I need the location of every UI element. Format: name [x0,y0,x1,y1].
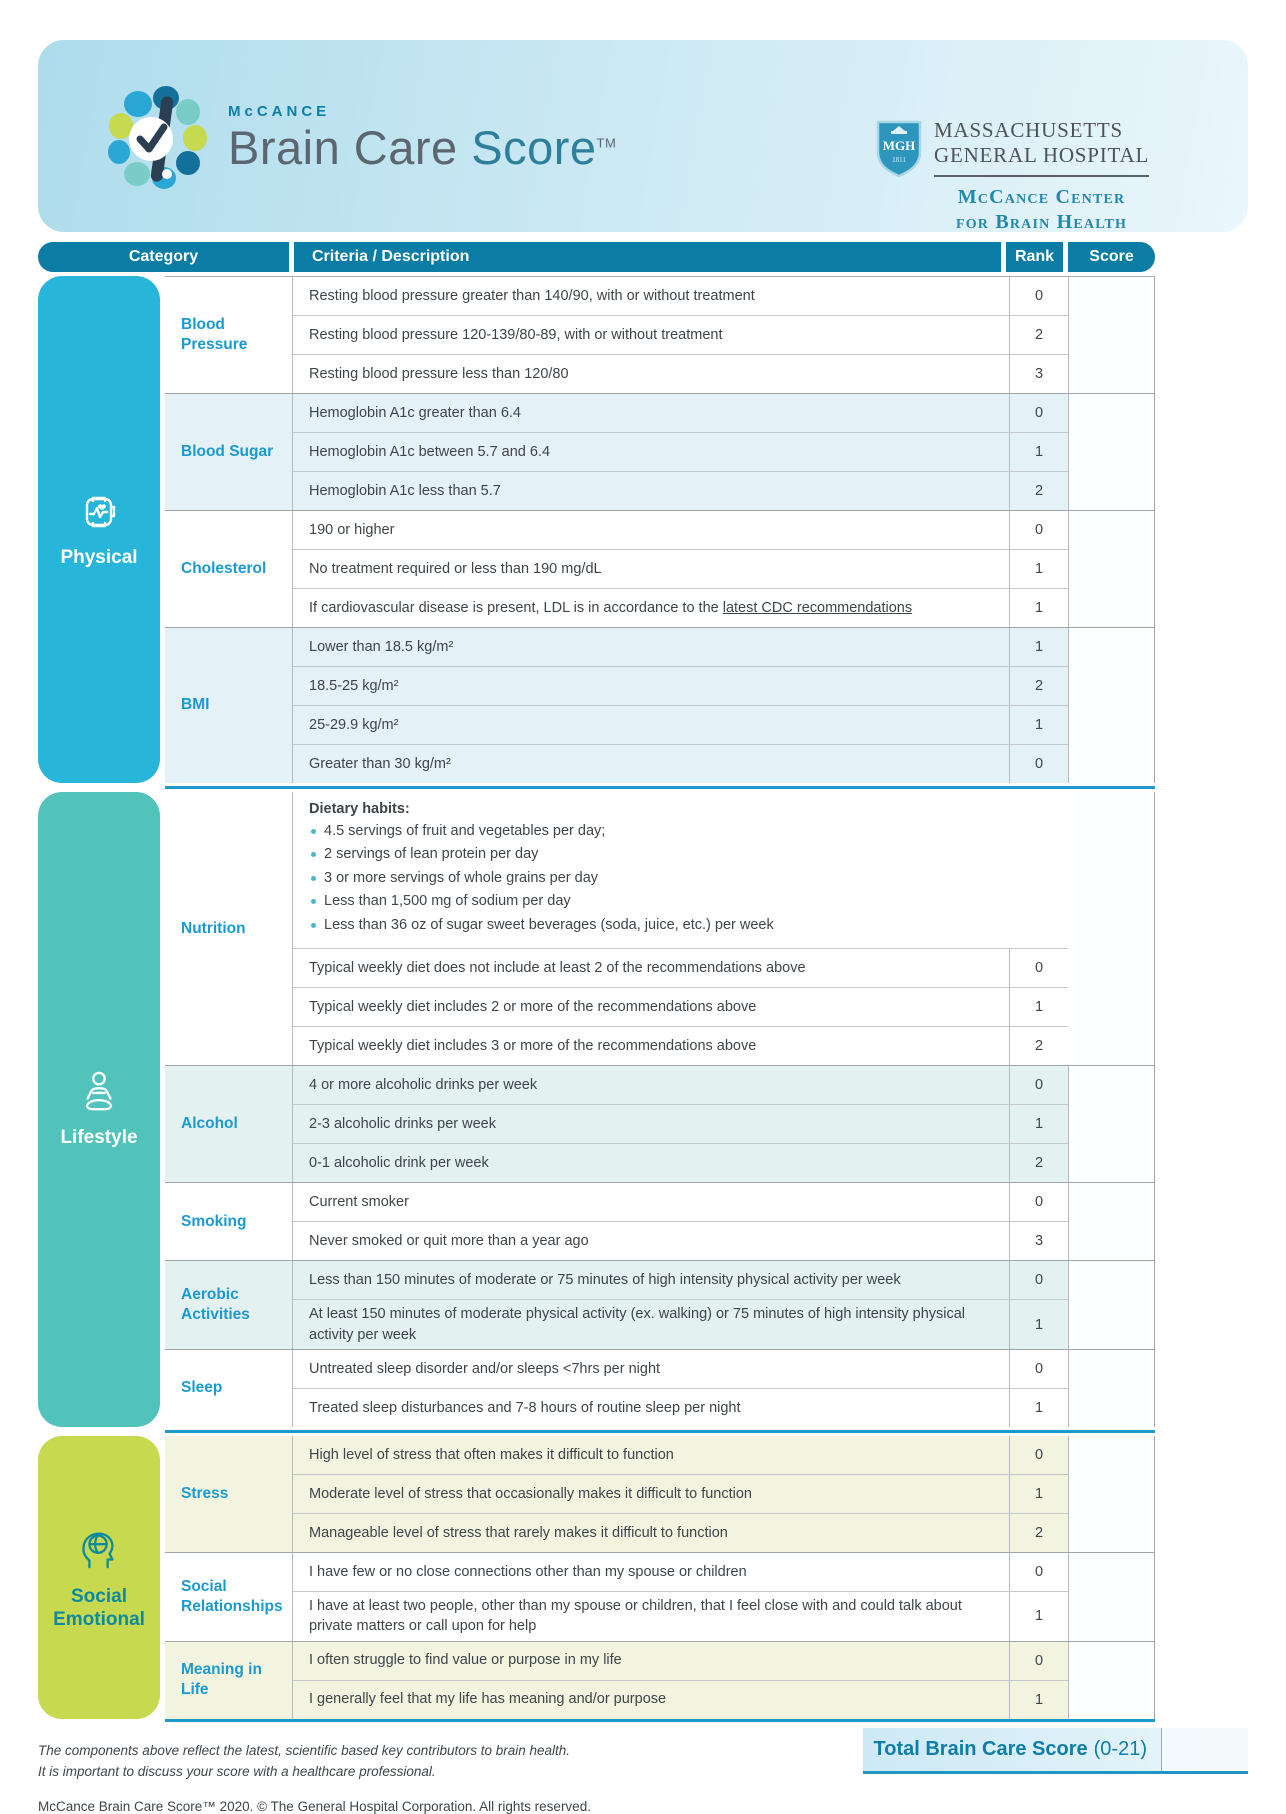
center-name-line2: for Brain Health [955,211,1128,234]
category-bar-social-emotional [38,1436,160,1719]
group-stress [165,1436,1155,1553]
criteria-row [293,1144,1068,1182]
score-input-cell[interactable] [1068,1553,1155,1641]
section-groups [165,276,1155,783]
criteria-text [293,1681,1009,1719]
criteria-row [293,1475,1068,1514]
group-rows [292,628,1068,783]
group-sleep [165,1350,1155,1427]
rank-value: 0 [1009,277,1068,315]
rank-value: 1 [1009,433,1068,471]
group-meaning-in-life [165,1642,1155,1719]
criteria-text-content: 0-1 alcoholic drink per week [309,1155,489,1172]
group-bmi [165,628,1155,783]
score-input-cell[interactable] [1068,1183,1155,1260]
brain-logo-icon [104,82,212,192]
score-table [38,242,1155,1722]
criteria-row [293,1514,1068,1552]
rank-value: 0 [1009,1553,1068,1591]
criteria-text-content: Moderate level of stress that occasionally makes it difficult to function [309,1485,753,1502]
criteria-row [293,667,1068,706]
hospital-text [934,118,1149,235]
criteria-text-content: Typical weekly diet does not include at least 2 of the recommendations above [309,960,806,977]
criteria-text-content: Typical weekly diet includes 2 or more of the recommendations above [309,999,757,1016]
trademark-symbol: TM [596,135,617,151]
criteria-text [293,433,1009,471]
bullet-text: 4.5 servings of fruit and vegetables per day; [324,823,606,839]
rank-value: 0 [1009,511,1068,549]
criteria-text-content: 18.5-25 kg/m² [309,677,399,694]
criteria-text-content: I have few or no close connections other than my spouse or children [309,1563,747,1580]
criteria-text [293,1592,1009,1641]
criteria-row [293,988,1068,1027]
rank-value: 1 [1009,1105,1068,1143]
criteria-text [293,589,1009,627]
hospital-name [934,118,1149,168]
criteria-text [293,1389,1009,1427]
criteria-text [293,1144,1009,1182]
rank-value: 1 [1009,988,1068,1026]
criteria-row [293,1105,1068,1144]
score-input-cell[interactable] [1068,628,1155,783]
criteria-text-content: High level of stress that often makes it difficult to function [309,1446,674,1463]
score-input-cell[interactable] [1068,1642,1155,1719]
rank-value: 0 [1009,394,1068,432]
criteria-text [293,1027,1009,1065]
criteria-row [293,1350,1068,1389]
group-social-relationships [165,1553,1155,1642]
criteria-text [293,1642,1009,1680]
criteria-text [293,316,1009,354]
criteria-text [293,1261,1009,1299]
rank-value: 0 [1009,1350,1068,1388]
section-groups [165,792,1155,1427]
bullet-icon [311,899,316,904]
criteria-text-content: 25-29.9 kg/m² [309,716,399,733]
dietary-habit-item [309,914,1052,937]
rank-value: 1 [1009,706,1068,744]
dietary-habits-title: Dietary habits: [309,801,410,817]
criteria-row [293,1642,1068,1681]
category-label: Lifestyle [60,1126,138,1148]
criteria-text [293,1350,1009,1388]
total-score-box [863,1728,1248,1774]
bullet-text: 2 servings of lean protein per day [324,846,539,863]
rank-value: 0 [1009,1436,1068,1474]
head-brain-icon [76,1523,122,1573]
group-rows [292,277,1068,393]
footer [38,1722,1248,1814]
rank-value: 0 [1009,1066,1068,1104]
criteria-text-content: Typical weekly diet includes 3 or more of the recommendations above [309,1038,757,1055]
criteria-row [293,949,1068,988]
table-body [38,276,1155,1719]
criteria-text [293,1475,1009,1513]
criteria-text-content: Hemoglobin A1c greater than 6.4 [309,404,521,421]
section-lifestyle [38,792,1155,1427]
criteria-row [293,1681,1068,1719]
criteria-text-content: Resting blood pressure 120-139/80-89, with or without treatment [309,326,723,343]
brand-mccance: McCANCE [228,103,331,120]
dietary-habit-item [309,820,1052,843]
criteria-text [293,628,1009,666]
rank-value: 2 [1009,472,1068,510]
criteria-row [293,745,1068,783]
bullet-text: Less than 1,500 mg of sodium per day [324,893,571,910]
subcategory-label: Alcohol [165,1066,292,1182]
criteria-text-content: 2-3 alcoholic drinks per week [309,1116,496,1133]
rank-value: 0 [1009,1261,1068,1299]
column-header-criteria: Criteria / Description [294,242,1001,272]
brand-title-score: Score [471,121,597,174]
criteria-text [293,1066,1009,1104]
total-score-range: (0-21) [1093,1737,1147,1760]
bullet-icon [311,829,316,834]
rank-value: 0 [1009,1183,1068,1221]
group-cholesterol [165,511,1155,628]
criteria-row [293,1592,1068,1641]
score-input-cell[interactable] [1068,1350,1155,1427]
rank-value: 2 [1009,1027,1068,1065]
footer-notes [38,1740,863,1783]
criteria-row [293,1553,1068,1592]
group-rows [292,1642,1068,1719]
group-rows [292,1350,1068,1427]
criteria-row [293,1389,1068,1427]
criteria-text-content: Manageable level of stress that rarely makes it difficult to function [309,1524,728,1541]
criteria-text [293,1183,1009,1221]
criteria-row [293,1261,1068,1300]
criteria-text-content: Lower than 18.5 kg/m² [309,638,454,655]
rank-value: 2 [1009,1144,1068,1182]
bullet-text: Less than 36 oz of sugar sweet beverages (soda, juice, etc.) per week [324,916,774,933]
column-header-rank: Rank [1006,242,1063,272]
criteria-text [293,277,1009,315]
criteria-text-content: Untreated sleep disorder and/or sleeps <7hrs per night [309,1360,661,1377]
rank-value: 1 [1009,628,1068,666]
criteria-text-content: Never smoked or quit more than a year ago [309,1233,589,1250]
criteria-text [293,1514,1009,1552]
group-smoking [165,1183,1155,1261]
hospital-name-line2: GENERAL HOSPITAL [934,143,1150,168]
criteria-text-content: If cardiovascular disease is present, LDL is in accordance to the [309,599,723,616]
criteria-text [293,745,1009,783]
brand-title [228,121,617,174]
criteria-text [293,550,1009,588]
meditation-icon [74,1070,124,1114]
mgh-shield-year: 1811 [892,156,906,164]
criteria-text [293,949,1009,987]
rank-value: 0 [1009,949,1068,987]
criteria-text-content: Resting blood pressure less than 120/80 [309,365,569,382]
group-rows [292,1261,1068,1349]
criteria-text [293,394,1009,432]
total-score-label [863,1728,1161,1771]
header-banner [38,40,1248,232]
copyright-text: McCance Brain Care Score™ 2020. © The General Hospital Corporation. All rights reserved. [38,1798,591,1814]
column-header-category: Category [38,242,289,272]
score-input-cell[interactable] [1068,1261,1155,1349]
rank-value: 2 [1009,667,1068,705]
rank-value: 3 [1009,355,1068,393]
table-header-row [38,242,1155,272]
criteria-text [293,355,1009,393]
criteria-row [293,433,1068,472]
criteria-text-content: 4 or more alcoholic drinks per week [309,1077,538,1094]
subcategory-label: Aerobic Activities [165,1261,292,1349]
rank-value: 1 [1009,1681,1068,1719]
criteria-row [293,1300,1068,1349]
criteria-text [293,667,1009,705]
criteria-row [293,394,1068,433]
category-label: Physical [60,546,138,568]
criteria-text-content: No treatment required or less than 190 mg/dL [309,560,602,577]
rank-value: 1 [1009,589,1068,627]
criteria-row [293,1222,1068,1260]
brand-lockup [104,82,616,192]
footer-note-line1: The components above reflect the latest, scientific based key contributors to brain health. [38,1742,571,1758]
total-score-title: Total Brain Care Score [873,1737,1088,1760]
subcategory-label: Stress [165,1436,292,1552]
criteria-row [293,355,1068,393]
subcategory-label: Nutrition [181,919,246,937]
criteria-text [293,472,1009,510]
rank-value: 3 [1009,1222,1068,1260]
group-alcohol [165,1066,1155,1183]
subcategory-label: Blood Pressure [181,315,248,353]
hospital-divider [934,175,1149,177]
score-input-cell[interactable] [1068,1066,1155,1182]
dietary-habit-item [309,843,1052,866]
subcategory-label: Sleep [181,1379,223,1397]
criteria-text [293,1553,1009,1591]
subcategory-label: Smoking [181,1212,247,1230]
criteria-text-content: Greater than 30 kg/m² [309,755,451,772]
hospital-name-line1: MASSACHUSETTS [934,118,1123,142]
rank-value: 2 [1009,316,1068,354]
criteria-row [293,589,1068,627]
dietary-habit-item [309,890,1052,913]
group-rows [292,792,1068,1065]
center-name-line1: McCance Center [957,186,1126,209]
criteria-text-content: Hemoglobin A1c between 5.7 and 6.4 [309,443,551,460]
footer-note-line2: It is important to discuss your score with a healthcare professional. [38,1764,436,1780]
group-rows [292,1183,1068,1260]
group-rows [292,394,1068,510]
criteria-text [293,1300,1009,1349]
section-divider [165,1430,1155,1433]
criteria-text-content: Hemoglobin A1c less than 5.7 [309,482,501,499]
criteria-text-content: I have at least two people, other than my spouse or children, that I feel close with and could talk about private matters or call upon for help [309,1598,962,1635]
score-input-cell[interactable] [1068,511,1155,627]
criteria-text-content: I often struggle to find value or purpose in my life [309,1652,622,1669]
criteria-row [293,1183,1068,1222]
mgh-shield-text: MGH [882,138,916,153]
smartwatch-heart-icon [77,490,121,534]
dietary-habits-block [293,792,1068,949]
brand-title-main: Brain Care [228,121,472,174]
rank-value: 0 [1009,1642,1068,1680]
criteria-text [293,511,1009,549]
rank-value: 2 [1009,1514,1068,1552]
criteria-text-content: At least 150 minutes of moderate physical activity (ex. walking) or 75 minutes of high intensity physical activity per week [309,1306,966,1343]
rank-value: 1 [1009,1389,1068,1427]
subcategory-label: Cholesterol [181,559,267,577]
criteria-text [293,1222,1009,1260]
group-blood-sugar [165,394,1155,511]
criteria-text-content: Current smoker [309,1194,409,1211]
center-name [934,185,1149,235]
score-input-cell[interactable] [1068,792,1155,1065]
subcategory-label: Social Relationships [181,1577,283,1615]
rank-value: 0 [1009,745,1068,783]
section-physical [38,276,1155,783]
rank-value: 1 [1009,1300,1068,1349]
criteria-row [293,706,1068,745]
group-rows [292,1436,1068,1552]
criteria-row [293,277,1068,316]
subcategory-label: Meaning in Life [165,1642,292,1719]
brain-care-score-page [0,40,1286,1814]
group-nutrition [165,792,1155,1066]
category-bar-lifestyle [38,792,160,1427]
criteria-row [293,628,1068,667]
score-input-cell[interactable] [1068,1436,1155,1552]
group-blood-pressure [165,277,1155,394]
criteria-row [293,1436,1068,1475]
criteria-row [293,1066,1068,1105]
rank-value: 1 [1009,1475,1068,1513]
bullet-text: 3 or more servings of whole grains per day [324,869,599,886]
section-groups [165,1436,1155,1719]
score-input-cell[interactable] [1068,394,1155,510]
bullet-icon [311,923,316,928]
criteria-row [293,550,1068,589]
criteria-text-content: I generally feel that my life has meaning and/or purpose [309,1691,667,1708]
bullet-icon [311,852,316,857]
criteria-row [293,316,1068,355]
dietary-habit-item [309,867,1052,890]
category-label: Social Emotional [53,1585,145,1631]
bullet-icon [311,876,316,881]
group-aerobic-activities [165,1261,1155,1350]
group-rows [292,1066,1068,1182]
criteria-text-content: Less than 150 minutes of moderate or 75 minutes of high intensity physical activity per week [309,1272,901,1289]
group-rows [292,511,1068,627]
criteria-text [293,1436,1009,1474]
brand-text [228,103,617,174]
section-divider [165,786,1155,789]
criteria-text-content: Resting blood pressure greater than 140/90, with or without treatment [309,287,755,304]
group-rows [292,1553,1068,1641]
cdc-recommendations-link[interactable]: latest CDC recommendations [722,599,913,616]
category-bar-physical [38,276,160,783]
rank-value: 1 [1009,1592,1068,1641]
mgh-shield-icon [876,118,922,178]
criteria-text [293,706,1009,744]
criteria-text-content: 190 or higher [309,521,395,538]
score-input-cell[interactable] [1068,277,1155,393]
criteria-text-content: Treated sleep disturbances and 7-8 hours of routine sleep per night [309,1399,741,1416]
hospital-lockup [876,118,1149,235]
subcategory-label: Blood Sugar [165,394,292,510]
column-header-score: Score [1068,242,1155,272]
criteria-row [293,472,1068,510]
criteria-text [293,988,1009,1026]
criteria-row [293,511,1068,550]
criteria-text [293,1105,1009,1143]
total-score-input-cell[interactable] [1161,1728,1248,1771]
subcategory-label: BMI [165,628,292,783]
rank-value: 1 [1009,550,1068,588]
section-social-emotional [38,1436,1155,1719]
criteria-row [293,1027,1068,1065]
